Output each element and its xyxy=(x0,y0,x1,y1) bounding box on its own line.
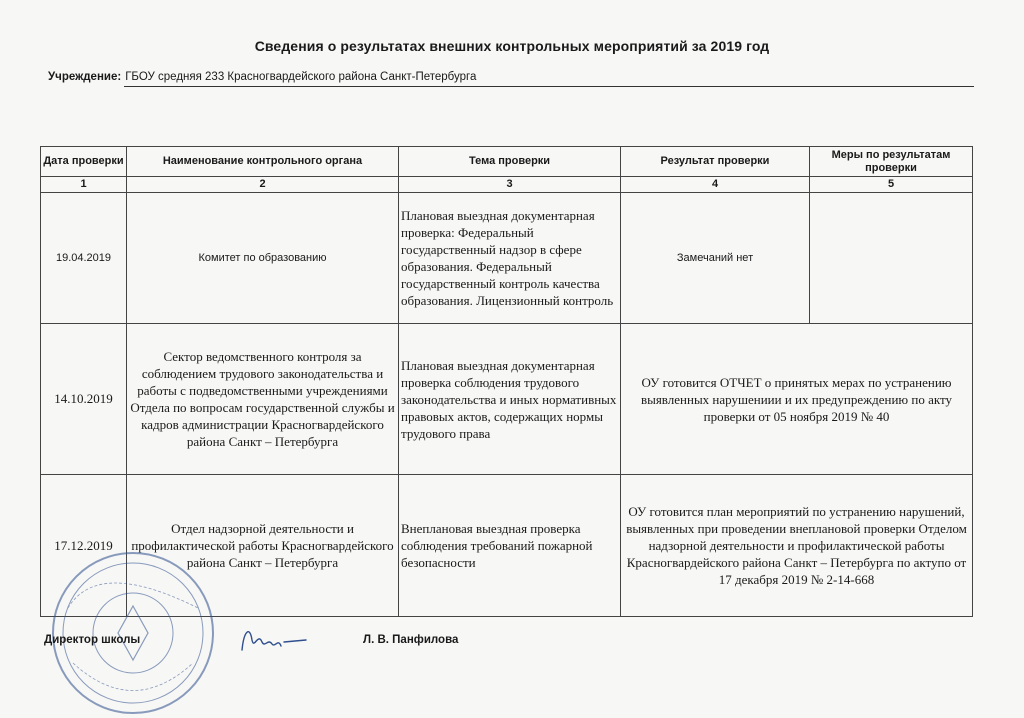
row-measures xyxy=(810,193,973,324)
row-result: ОУ готовится ОТЧЕТ о принятых мерах по устранению выявленных нарушениии и их предупреждению по акту проверки от 05 ноября 2019 № 40 xyxy=(621,324,973,475)
institution-underline xyxy=(124,86,974,87)
col-header-topic: Тема проверки xyxy=(399,147,621,177)
col-number: 3 xyxy=(399,177,621,193)
row-topic: Внеплановая выездная проверка соблюдения требований пожарной безопасности xyxy=(399,475,621,617)
row-date: 14.10.2019 xyxy=(41,324,127,475)
number-row xyxy=(41,177,973,193)
handwritten-signature xyxy=(234,620,314,660)
official-stamp xyxy=(48,548,218,718)
page-title: Сведения о результатах внешних контрольных мероприятий за 2019 год xyxy=(254,38,770,54)
col-number: 1 xyxy=(41,177,127,193)
col-number: 2 xyxy=(127,177,399,193)
signatory-position: Директор школы xyxy=(44,634,141,646)
row-result: ОУ готовится план мероприятий по устранению нарушений, выявленных при проведении внеплановой проверки Отделом надзорной деятельности и профилактической работы Красногвардейского района Санкт – Петербурга по актупо от 17 декабря 2019 № 2-14-668 xyxy=(621,475,973,617)
institution-line xyxy=(48,71,974,87)
col-number: 5 xyxy=(810,177,973,193)
institution-label: Учреждение: xyxy=(48,71,122,83)
header-row xyxy=(41,147,973,177)
col-number: 4 xyxy=(621,177,810,193)
row-organ: Комитет по образованию xyxy=(127,193,399,324)
inspections-table xyxy=(40,146,973,617)
signatory-name: Л. В. Панфилова xyxy=(363,634,459,646)
institution-value: ГБОУ средняя 233 Красногвардейского района Санкт-Петербурга xyxy=(125,71,477,83)
row-topic: Плановая выездная документарная проверка соблюдения трудового законодательства и иных нормативных правовых актов, содержащих нормы трудового права xyxy=(399,324,621,475)
table-row xyxy=(41,193,973,324)
col-header-measures: Меры по результатам проверки xyxy=(810,147,973,177)
row-organ: Сектор ведомственного контроля за соблюдением трудового законодательства и работы с подведомственными учреждениями Отдела по вопросам государственной службы и кадров администрации Красногвардейского района Санкт – Петербурга xyxy=(127,324,399,475)
table-row xyxy=(41,324,973,475)
col-header-date: Дата проверки xyxy=(41,147,127,177)
row-result: Замечаний нет xyxy=(621,193,810,324)
col-header-result: Результат проверки xyxy=(621,147,810,177)
row-organ: Отдел надзорной деятельности и профилактической работы Красногвардейского района Санкт – Петербурга xyxy=(127,475,399,617)
row-topic: Плановая выездная документарная проверка: Федеральный государственный надзор в сфере образования. Федеральный государственный контроль качества образования. Лицензионный контроль xyxy=(399,193,621,324)
col-header-organ: Наименование контрольного органа xyxy=(127,147,399,177)
row-date: 19.04.2019 xyxy=(41,193,127,324)
row-date: 17.12.2019 xyxy=(41,475,127,617)
